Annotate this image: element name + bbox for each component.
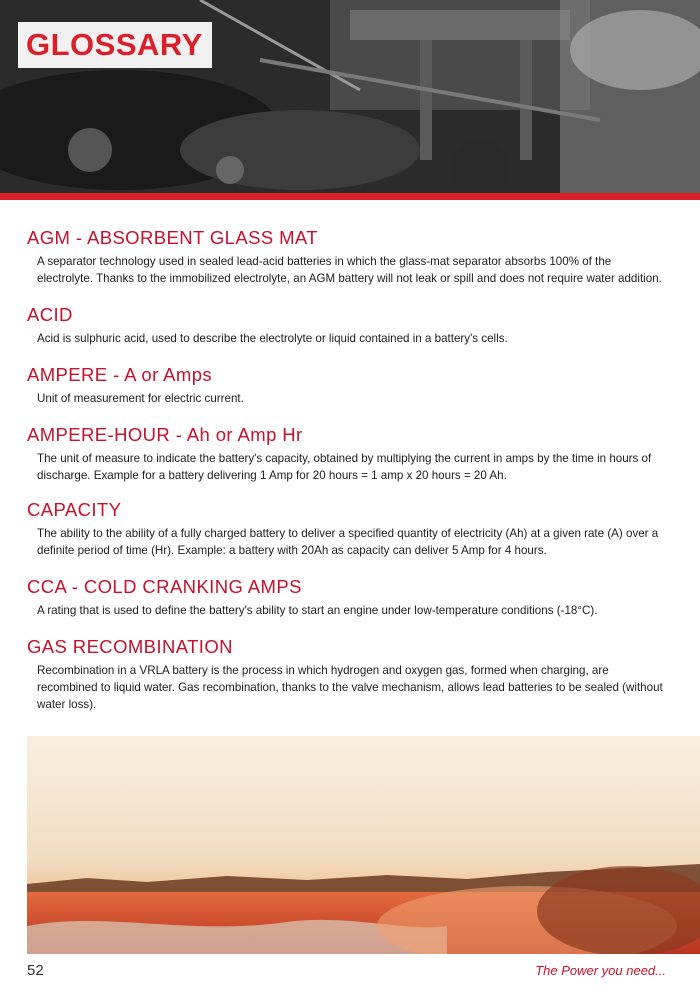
glossary-entry (27, 635, 667, 713)
glossary-definition: Unit of measurement for electric current. (37, 392, 244, 405)
accent-divider (0, 193, 700, 200)
header-photo (0, 0, 700, 196)
landscape-photo (27, 736, 700, 954)
glossary-term: CAPACITY (27, 499, 122, 520)
glossary-definition: Recombination in a VRLA battery is the process in which hydrogen and oxygen gas, formed when charging, are recombined to liquid water. Gas recombination, thanks to the valve mechanism, allows lead batteries to be sealed (without water loss). (37, 664, 663, 711)
glossary-definition: The ability to the ability of a fully charged battery to deliver a specified quantity of electricity (Ah) at a given rate (A) over a definite period of time (Hr). Example: a battery with 20Ah as capacity can deliver 5 Amp for 4 hours. (37, 527, 659, 557)
glossary-term: GAS RECOMBINATION (27, 636, 233, 657)
glossary-entry (27, 423, 667, 484)
glossary-entry (27, 226, 667, 287)
page-title: GLOSSARY (26, 27, 203, 62)
glossary-term: CCA - COLD CRANKING AMPS (27, 576, 302, 597)
glossary-entry (27, 498, 667, 559)
glossary-entry (27, 303, 667, 347)
page-number: 52 (27, 962, 44, 979)
glossary-term: AMPERE - A or Amps (27, 364, 213, 385)
glossary-entry (27, 363, 667, 407)
title-box (18, 22, 212, 68)
tagline: The Power you need... (535, 963, 666, 978)
glossary-definition: Acid is sulphuric acid, used to describe the electrolyte or liquid contained in a battery's cells. (37, 332, 508, 345)
glossary-definition: A rating that is used to define the battery's ability to start an engine under low-temperature conditions (-18°C). (37, 604, 598, 617)
glossary-term: AGM - ABSORBENT GLASS MAT (27, 227, 318, 248)
glossary-definition: The unit of measure to indicate the battery's capacity, obtained by multiplying the current in amps by the time in hours of discharge. Example for a battery delivering 1 Amp for 20 hours = 1 amp x 20 hours = 20 Ah. (37, 452, 652, 482)
glossary-term: ACID (27, 304, 73, 325)
glossary-entry (27, 575, 667, 619)
landscape-illustration (27, 736, 700, 954)
glossary-definition: A separator technology used in sealed lead-acid batteries in which the glass-mat separator absorbs 100% of the electrolyte. Thanks to the immobilized electrolyte, an AGM battery will not leak or spill and does not require water addition. (37, 255, 662, 285)
glossary-term: AMPERE-HOUR - Ah or Amp Hr (27, 424, 303, 445)
